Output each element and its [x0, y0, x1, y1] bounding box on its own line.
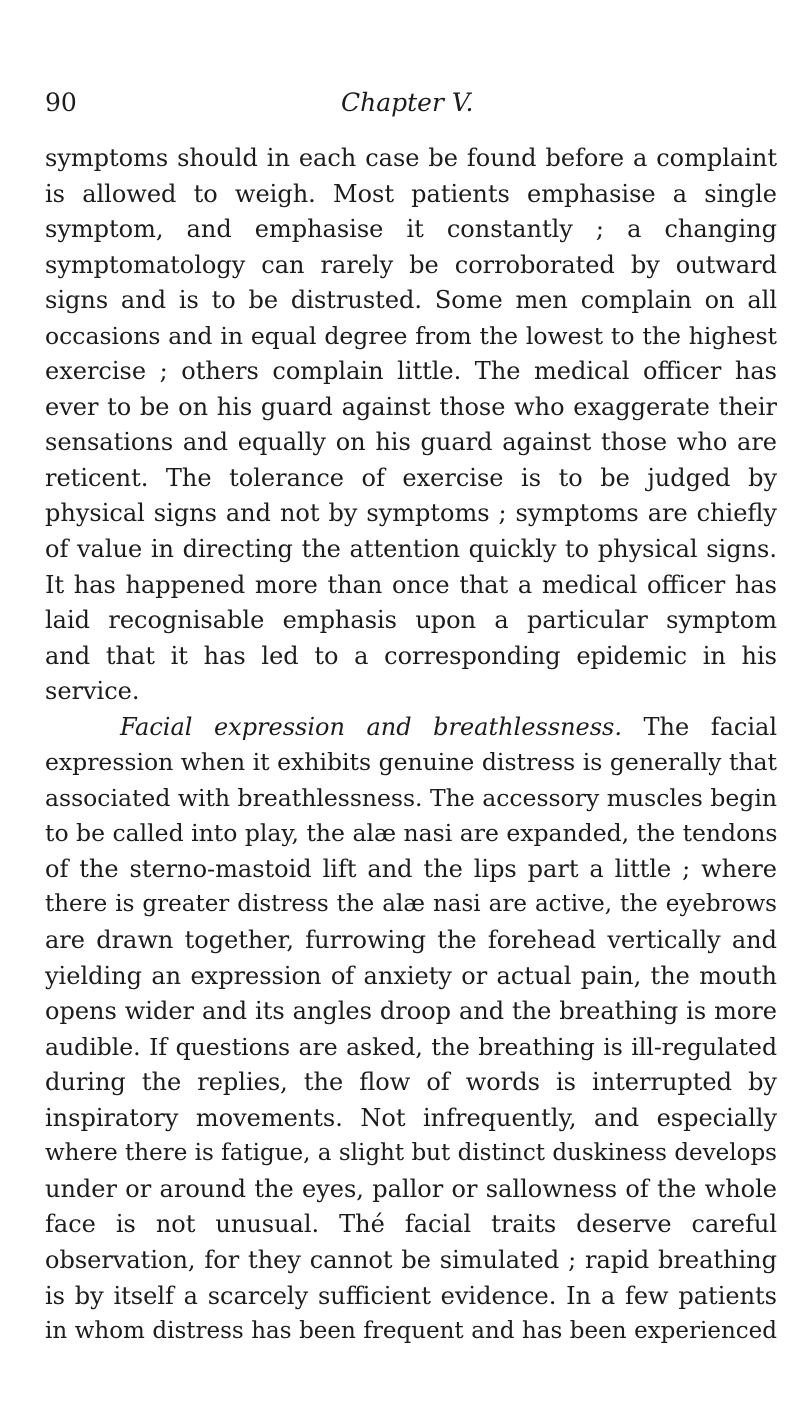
text-line: ever to be on his guard against those who exaggerate their — [45, 392, 777, 421]
text-line: observation, for they cannot be simulated ; rapid breathing — [45, 1245, 777, 1274]
text-line: of value in directing the attention quickly to physical signs. — [45, 535, 777, 564]
text-line: associated with breathlessness. The accessory muscles begin — [45, 783, 777, 812]
page-number: 90 — [45, 88, 77, 117]
text-line: occasions and in equal degree from the lowest to the highest — [45, 321, 777, 350]
text-line: symptomatology can rarely be corroborated by outward — [45, 250, 777, 279]
text-line: symptoms should in each case be found before a complaint — [45, 144, 777, 172]
text-line: laid recognisable emphasis upon a particular symptom — [45, 606, 777, 635]
section-heading-line — [45, 710, 777, 746]
text-line: audible. If questions are asked, the breathing is ill-regulated — [45, 1032, 777, 1061]
text-line: and that it has led to a corresponding epidemic in his — [45, 641, 777, 670]
text-line: expression when it exhibits genuine distress is generally that — [45, 748, 777, 777]
text-line: exercise ; others complain little. The medical officer has — [45, 357, 777, 386]
paragraph-end-line: service. — [45, 677, 140, 706]
text-line: where there is fatigue, a slight but distinct duskiness develops — [45, 1140, 777, 1167]
text-line: are drawn together, furrowing the forehead vertically and — [45, 926, 777, 955]
text-line: inspiratory movements. Not infrequently, and especially — [45, 1103, 777, 1132]
text-line: there is greater distress the alæ nasi are active, the eyebrows — [45, 891, 777, 918]
text-line: physical signs and not by symptoms ; symptoms are chiefly — [45, 499, 777, 528]
text-line: symptom, and emphasise it constantly ; a changing — [45, 215, 777, 244]
body-text — [45, 141, 777, 1350]
text-line: is allowed to weigh. Most patients emphasise a single — [45, 179, 777, 208]
chapter-title: Chapter V. — [341, 88, 474, 117]
text-line: in whom distress has been frequent and has been experienced — [45, 1318, 777, 1345]
text-line: It has happened more than once that a medical officer has — [45, 570, 777, 599]
text-line: face is not unusual. Thé facial traits deserve careful — [45, 1210, 777, 1239]
text-line: opens wider and its angles droop and the breathing is more — [45, 997, 777, 1026]
text-run: The facial — [643, 712, 778, 741]
text-line: reticent. The tolerance of exercise is to be judged by — [45, 463, 777, 492]
text-line: sensations and equally on his guard against those who are — [45, 428, 777, 457]
text-line: of the sterno-mastoid lift and the lips part a little ; where — [45, 854, 777, 883]
text-line: yielding an expression of anxiety or actual pain, the mouth — [45, 961, 777, 990]
text-line: under or around the eyes, pallor or sallowness of the whole — [45, 1174, 777, 1203]
text-line: signs and is to be distrusted. Some men complain on all — [45, 286, 777, 315]
text-line: during the replies, the flow of words is interrupted by — [45, 1068, 777, 1097]
text-line: is by itself a scarcely sufficient evidence. In a few patients — [45, 1281, 777, 1310]
section-heading: Facial expression and breathlessness. — [120, 712, 622, 741]
running-header — [45, 88, 775, 128]
text-line: to be called into play, the alæ nasi are expanded, the tendons — [45, 819, 778, 848]
